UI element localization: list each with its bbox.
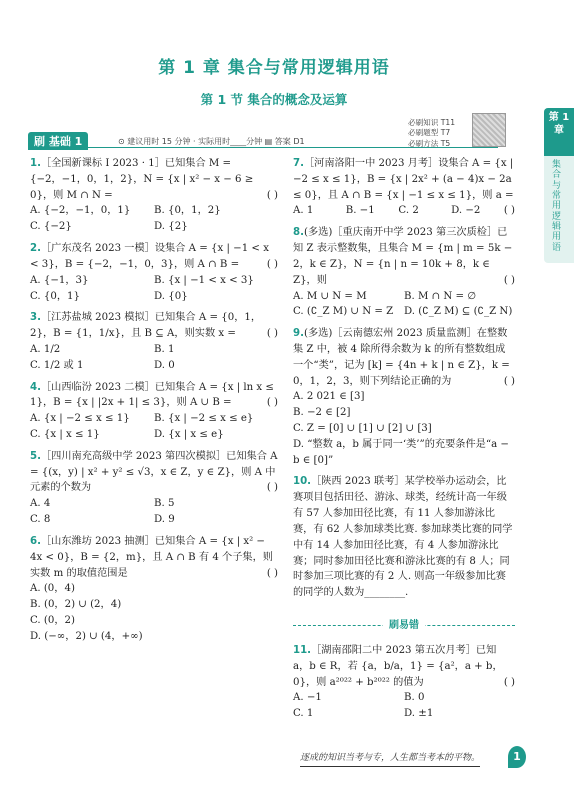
hint-item: 必刷方法 T5 [408, 138, 451, 148]
answer-option[interactable]: D. (−∞，2) ∪ (4，+∞) [30, 630, 143, 642]
question-text: ［全国新课标 Ⅰ 2023 · 1］已知集合 M = {−2，−1，0，1，2}，N = {x | x² − x − 6 ≥ 0}，则 M ∩ N = [30, 158, 254, 201]
question [30, 156, 278, 235]
question [30, 534, 278, 645]
answer-blank: ( ) [266, 258, 278, 270]
answer-option[interactable]: B. {x | −1 < x < 3} [154, 274, 254, 286]
answer-option[interactable]: A. (0，4) [30, 583, 75, 595]
time-info: ⊙ 建议用时 15 分钟 · 实际用时____分钟 ▤ 答案 D1 [118, 137, 305, 146]
right-column [293, 156, 515, 607]
question-text: ［江苏盐城 2023 模拟］已知集合 A = {0，1，2}，B = {1，1/x}，且 B ⊆ A，则实数 x = [30, 312, 262, 340]
question-number: 3. [30, 312, 41, 324]
answer-blank: ( ) [503, 274, 515, 286]
answer-blank: ( ) [503, 205, 515, 217]
question-number: 8. [293, 227, 304, 239]
answer-option[interactable]: A. {−1，3} [30, 274, 89, 286]
answer-option[interactable]: C. 2 [398, 205, 419, 217]
question [293, 225, 515, 320]
question [30, 380, 278, 443]
question-text: (多选)［云南德宏州 2023 质量监测］在整数集 Z 中，被 4 除所得余数为 k 的所有整数组成一个“类”，记为 [k] = {4n + k | n ∈ Z}，k = 0，1，2，3，则下列结论正确的为 [293, 328, 510, 387]
answer-option[interactable]: A. 1 [293, 205, 314, 217]
question-text: ［山东潍坊 2023 抽测］已知集合 A = {x | x² − 4x < 0}，B = {2，m}，且 A ∩ B 有 4 个子集，则实数 m 的取值范围是 [30, 535, 273, 579]
answer-option[interactable]: D. 9 [154, 514, 175, 526]
answer-option[interactable]: D. ±1 [404, 708, 434, 720]
answer-option[interactable]: B. −1 [345, 205, 375, 217]
answer-option[interactable]: D. (∁_Z M) ⊆ (∁_Z N) [404, 306, 513, 318]
answer-option[interactable]: C. Z = [0] ∪ [1] ∪ [2] ∪ [3] [293, 423, 432, 434]
side-tab-text: 集合与常用逻辑用语 [552, 160, 562, 253]
answer-option[interactable]: C. (∁_Z M) ∪ N = Z [293, 306, 394, 318]
answer-blank: ( ) [266, 482, 278, 494]
answer-option[interactable]: B. {0，1，2} [154, 205, 221, 217]
answer-option[interactable]: C. 1/2 或 1 [30, 359, 84, 371]
section-title: 第 1 节 集合的概念及运算 [200, 92, 348, 107]
question-number: 7. [293, 158, 304, 169]
answer-option[interactable]: C. {x | x ≤ 1} [30, 429, 100, 440]
basics-tag: 刷 基础 1 [28, 132, 88, 150]
question-text: ［陕西 2023 联考］某学校举办运动会，比赛项目包括田径、游泳、球类，经统计高一年级有 57 人参加田径比赛，有 11 人参加游泳比赛，有 62 人参加球类比赛. 参加球类比赛的同学中有 14 人参加田径比赛，有 4 人参加游泳比赛；同时参加田径比赛和游泳比赛的有 8 人；同时参加三项比赛的有 2 人. 则高一年级参加比赛的同学的人数为________. [293, 476, 513, 599]
question [30, 310, 278, 373]
answer-option[interactable]: C. 1 [293, 708, 314, 720]
side-tab-head: 第 1 章 [544, 108, 574, 156]
chapter-title: 第 1 章 集合与常用逻辑用语 [158, 58, 390, 78]
question [30, 449, 278, 528]
answer-option[interactable]: B. {x | −2 ≤ x ≤ e} [154, 413, 254, 425]
answer-option[interactable]: C. {0，1} [30, 290, 81, 302]
answer-option[interactable]: A. {−2，−1，0，1} [30, 205, 131, 217]
question-text: (多选)［重庆南开中学 2023 第三次质检］已知 Z 表示整数集，且集合 M = {m | m = 5k − 2，k ∈ Z}，N = {n | n = 10k + 8，k ∈ Z}，则 [293, 227, 513, 286]
answer-option[interactable]: B. 1 [154, 343, 175, 355]
hint-item: 必刷题型 T7 [408, 128, 451, 138]
answer-blank: ( ) [503, 375, 515, 387]
question-number: 5. [30, 450, 41, 462]
question-number: 9. [293, 328, 304, 340]
answer-blank: ( ) [266, 397, 278, 409]
answer-option[interactable]: D. −2 [451, 205, 481, 217]
question-text: ［河南洛阳一中 2023 月考］设集合 A = {x | −2 ≤ x ≤ 1}，B = {x | 2x² + (a − 4)x − 2a ≤ 0}，且 A ∩ B = {x | −1 ≤ x ≤ 1}，则 a = [293, 158, 514, 201]
question-number: 4. [30, 381, 41, 393]
answer-option[interactable]: C. (0，2) [30, 614, 76, 626]
answer-option[interactable]: B. M ∩ N = ∅ [404, 290, 477, 302]
question [30, 241, 278, 304]
question-text: ［山西临汾 2023 二模］已知集合 A = {x | ln x ≤ 1}，B = {x | |2x + 1| ≤ 3}，则 A ∪ B = [30, 381, 274, 409]
answer-blank: ( ) [266, 567, 278, 579]
answer-option[interactable]: B. 5 [154, 498, 175, 510]
question-number: 1. [30, 158, 41, 169]
answer-blank: ( ) [503, 676, 515, 688]
answer-option[interactable]: B. −2 ∈ [2] [293, 407, 351, 419]
answer-option[interactable]: A. −1 [293, 692, 322, 704]
answer-option[interactable]: B. (0，2) ∪ (2，4) [30, 599, 122, 611]
question-number: 2. [30, 243, 41, 255]
question-number: 10. [293, 476, 312, 488]
answer-option[interactable]: D. “整数 a，b 属于同一‘类’”的充要条件是“a − b ∈ [0]” [293, 438, 509, 466]
answer-option[interactable]: A. {x | −2 ≤ x ≤ 1} [30, 413, 130, 425]
divider-label: 刷易错 [383, 620, 425, 631]
hint-item: 必刷知识 T11 [408, 118, 456, 127]
question-text: ［湖南邵阳二中 2023 第五次月考］已知 a，b ∈ R，若 {a，b/a，1} = {a²，a + b，0}，则 a²⁰²² + b²⁰²² 的值为 [293, 645, 503, 688]
question [293, 156, 515, 219]
question-number: 11. [293, 645, 312, 656]
left-column [30, 156, 278, 651]
error-divider [293, 620, 515, 639]
question-text: ［四川南充高级中学 2023 第四次模拟］已知集合 A = {(x，y) | x² + y² ≤ √3，x ∈ Z，y ∈ Z}，则 A 中元素的个数为 [30, 450, 278, 494]
answer-blank: ( ) [266, 189, 278, 201]
answer-option[interactable]: D. {2} [154, 221, 188, 233]
answer-option[interactable]: A. 4 [30, 498, 51, 510]
answer-option[interactable]: D. {0} [154, 290, 188, 302]
question-number: 6. [30, 535, 41, 547]
question-11 [293, 643, 515, 725]
answer-option[interactable]: C. {−2} [30, 221, 72, 233]
answer-option[interactable]: A. M ∪ N = M [293, 290, 367, 302]
footer-motto: 逐成的知识当考与专，人生都当考本的平物。 [300, 752, 480, 767]
answer-option[interactable]: D. 0 [154, 359, 175, 371]
answer-option[interactable]: B. 0 [404, 692, 425, 704]
page-number: 1 [508, 746, 526, 768]
question-text: ［广东茂名 2023 一模］设集合 A = {x | −1 < x < 3}，B = {−2，−1，0，3}，则 A ∩ B = [30, 243, 269, 270]
question [293, 326, 515, 468]
answer-option[interactable]: A. 2 021 ∈ [3] [293, 391, 365, 403]
question [293, 474, 515, 601]
answer-option[interactable]: A. 1/2 [30, 343, 61, 355]
question [293, 643, 515, 722]
answer-blank: ( ) [266, 328, 278, 340]
answer-option[interactable]: D. {x | x ≤ e} [154, 429, 224, 440]
answer-option[interactable]: C. 8 [30, 514, 51, 526]
